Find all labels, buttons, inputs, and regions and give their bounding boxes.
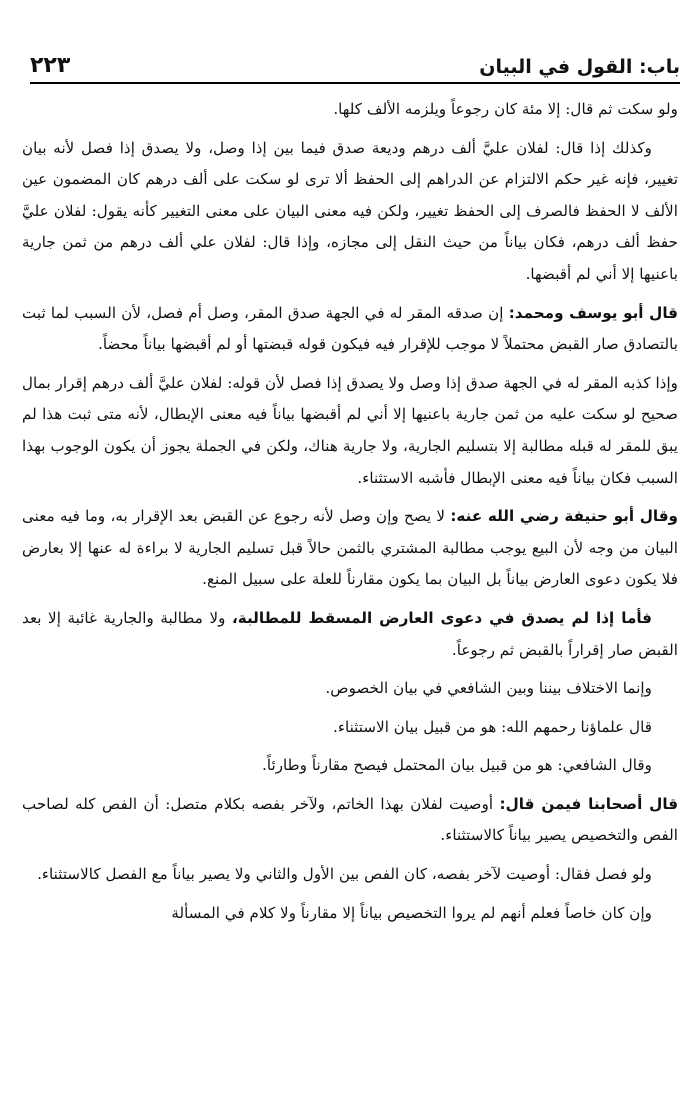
chapter-title: باب: القول في البيان	[479, 56, 680, 78]
paragraph: وإن كان خاصاً فعلم أنهم لم يروا التخصيص بياناً إلا مقارناً ولا كلام في المسألة	[171, 903, 652, 922]
paragraph: فأما إذا لم يصدق في دعوى العارض المسقط للمطالبة، ولا مطالبة والجارية غائبة إلا بعد القبض صار إقراراً بالقبض ثم رجوعاً.	[22, 608, 678, 659]
page-number: ٢٢٣	[30, 53, 71, 78]
page-body	[22, 94, 678, 936]
paragraph: وإذا كذبه المقر له في الجهة صدق إذا وصل ولا يصدق إذا فصل لأن قوله: لفلان عليَّ ألف درهم إقرار بمال صحيح لو سكت عليه من ثمن جارية باعنيها إلا أني لم أقبضها بياناً فيه معنى الإبطال، لأنه متى ثبت هذا لم يبق للمقر له قبله مطالبة إلا بتسليم الجارية، ولا جارية هناك، ولكن في الجملة يجوز أن يكون الوجوب بهذا السبب فكان بياناً فيه معنى الإبطال فأشبه الاستثناء.	[22, 373, 678, 487]
paragraph: قال أبو يوسف ومحمد: إن صدقه المقر له في الجهة صدق المقر، وصل أم فصل، لأن السبب لما ثبت بالتصادق صار القبض محتملاً لا موجب للإقرار فيه فيكون قوله قبضتها أو لم أقبضها بياناً محضاً.	[22, 303, 678, 354]
paragraph: وقال أبو حنيفة رضي الله عنه: لا يصح وإن وصل لأنه رجوع عن القبض بعد الإقرار به، وما فيه معنى البيان من وجه لأن البيع يوجب مطالبة المشتري بالثمن حالاً قبل تسليم الجارية لا براءة له عنها إلا بعارض فلا يكون دعوى العارض بياناً بل البيان بما يكون مقارناً للعلة على سبيل المنع.	[22, 507, 678, 589]
paragraph: وإنما الاختلاف بيننا وبين الشافعي في بيان الخصوص.	[325, 679, 652, 698]
paragraph: قال أصحابنا فيمن قال: أوصيت لفلان بهذا الخاتم، ولآخر بفصه بكلام متصل: أن الفص كله لصاحب الفص والتخصيص يصير بياناً كالاستثناء.	[22, 794, 679, 845]
paragraph: ولو سكت ثم قال: إلا مئة كان رجوعاً ويلزمه الألف كلها.	[333, 100, 678, 118]
page-header	[30, 40, 680, 84]
paragraph: وكذلك إذا قال: لفلان عليَّ ألف درهم وديعة صدق فيما بين إذا وصل، ولا يصدق إذا فصل لأنه بيان تغيير، فإنه غير حكم الالتزام عن الدراهم إلى الحفظ ألا ترى لو سكت على ألف درهم كان المضمون عين الألف لا الحفظ فالصرف إلى الحفظ تغيير، ولكن فيه معنى البيان على معنى التغيير كأنه يقول: لفلان عليَّ حفظ ألف درهم، فكان بياناً من حيث النقل إلى مجازه، وإذا قال: لفلان علي ألف درهم من ثمن جارية باعنيها إلا أني لم أقبضها.	[22, 138, 678, 283]
paragraph: وقال الشافعي: هو من قبيل بيان المحتمل فيصح مقارناً وطارئاً.	[262, 756, 652, 775]
paragraph: قال علماؤنا رحمهم الله: هو من قبيل بيان الاستثناء.	[333, 717, 652, 736]
paragraph: ولو فصل فقال: أوصيت لآخر بفصه، كان الفص بين الأول والثاني ولا يصير بياناً مع الفصل كالاستثناء.	[37, 865, 652, 884]
